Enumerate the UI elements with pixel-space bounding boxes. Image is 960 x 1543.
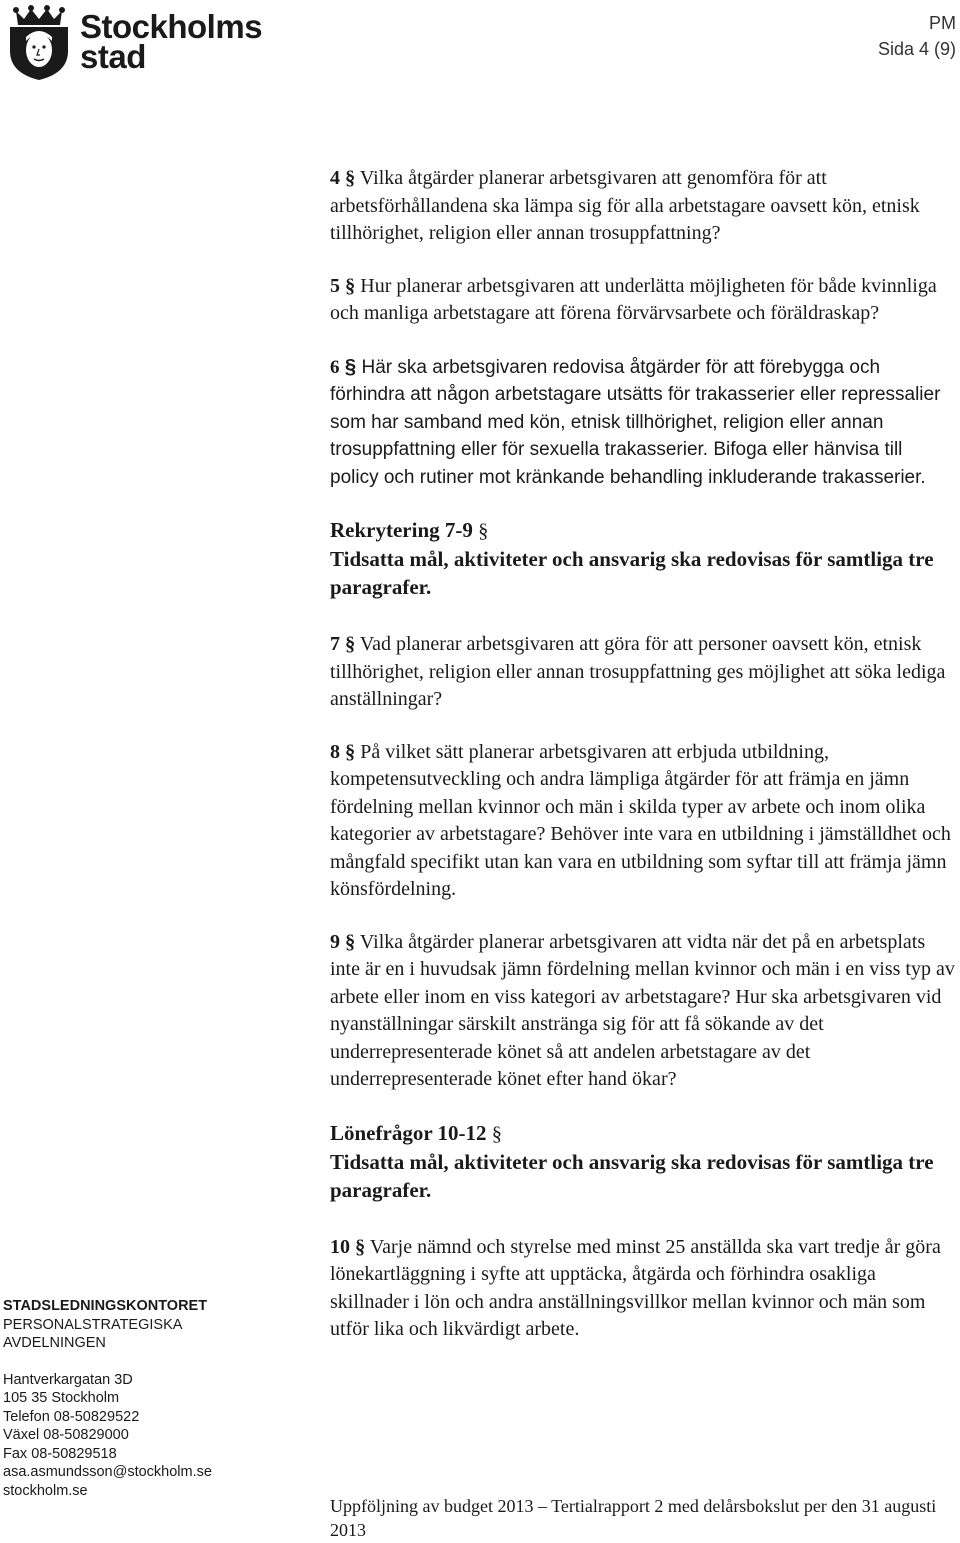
paragraph-number: 6 [330,356,340,378]
heading-subtitle: Tidsatta mål, aktiviteter och ansvarig ska redovisas för samtliga tre paragrafer. [330,1149,934,1202]
phone-number: Telefon 08-50829522 [3,1408,140,1425]
paragraph-9 [330,929,955,1094]
street-address: Hantverkargatan 3D [3,1371,133,1388]
paragraph-number: 10 [330,1235,350,1258]
page-footer [330,1494,955,1542]
section-sign: § [345,274,356,297]
page-header [878,10,956,62]
paragraph-text: Hur planerar arbetsgivaren att underlätta möjligheten för både kvinnliga och manliga arbetstagare att förena förvärvsarbete och föräldraskap? [330,274,937,324]
paragraph-6 [330,353,955,492]
document-type: PM [929,13,956,33]
department-line2: AVDELNINGEN [3,1335,106,1351]
page-number: Sida 4 (9) [877,39,956,59]
paragraph-text: Vilka åtgärder planerar arbetsgivaren att genomföra för att arbetsförhållandena ska lämpa sig för alla arbetstagare oavsett kön, etnisk tillhörighet, religion eller annan trosuppfattning? [330,167,920,244]
paragraph-text: Vilka åtgärder planerar arbetsgivaren att vidta när det på en arbetsplats inte är en i huvudsak jämn fördelning mellan kvinnor och män i en viss typ av arbete eller inom en viss kategori av arbetstagare? Hur ska arbetsgivaren vid nyanställningar särskilt anstränga sig för att få sökande av det underrepresenterade könet så att andelen arbetstagare av det underrepresenterade könet efter hand ökar? [330,930,955,1090]
paragraph-text: Här ska arbetsgivaren redovisa åtgärder för att förebygga och förhindra att någon arbetstagare utsätts för trakasserier eller repressalier som har samband med kön, etnisk tillhörighet, religion eller annan trosuppfattning eller för sexuella trakasserier. Bifoga eller hänvisa till policy och rutiner mot kränkande behandling inkluderande trakasserier. [330,356,941,488]
paragraph-number: 7 [330,633,340,655]
heading-title: Rekrytering 7-9 [330,518,473,542]
footer-text: Uppföljning av budget 2013 – Tertialrapport 2 med delårsbokslut per den 31 augusti 2013 [330,1496,937,1540]
switchboard-number: Växel 08-50829000 [3,1427,129,1443]
section-sign: § [355,1235,366,1258]
paragraph-8 [330,739,955,904]
department-line1: PERSONALSTRATEGISKA [3,1316,183,1333]
section-sign: § [345,930,356,953]
document-body [330,165,955,1369]
paragraph-5 [330,273,955,328]
stockholm-logo [4,2,262,82]
paragraph-10 [330,1234,955,1344]
paragraph-text: Varje nämnd och styrelse med minst 25 anställda ska vart tredje år göra lönekartläggning i syfte att upptäcka, åtgärda och förhindra osakliga skillnader i lön och andra anställningsvillkor mellan kvinnor och män som utför lika och likvärdigt arbete. [330,1235,941,1340]
website: stockholm.se [3,1482,88,1499]
organization-name: STADSLEDNINGSKONTORET [3,1298,208,1314]
paragraph-7 [330,631,955,714]
paragraph-text: På vilket sätt planerar arbetsgivaren att erbjuda utbildning, kompetensutveckling och andra lämpliga åtgärder för att främja en jämn fördelning mellan kvinnor och män i skilda typer av arbete och inom olika kategorier av arbetstagare? Behöver inte vara en utbildning i jämställdhet och mångfald specifikt utan kan vara en utbildning som syftar till att främja jämn könsfördelning. [330,740,951,900]
paragraph-4 [330,165,955,248]
paragraph-text: Vad planerar arbetsgivaren att göra för att personer oavsett kön, etnisk tillhörighet, religion eller annan trosuppfattning ges möjlighet att söka lediga anställningar? [330,633,946,710]
postal-address: 105 35 Stockholm [3,1390,120,1406]
section-sign: § [345,167,356,189]
logo-text-line2: stad [80,38,146,75]
paragraph-number: 9 [330,930,340,953]
section-heading-rekrytering [330,516,955,601]
email-address: asa.asmundsson@stockholm.se [3,1464,212,1480]
section-sign: § [345,633,356,655]
section-heading-lonefragor [330,1119,955,1204]
heading-title: Lönefrågor 10-12 [330,1120,487,1145]
section-sign: § [491,1122,503,1145]
fax-number: Fax 08-50829518 [3,1445,117,1462]
section-sign: § [344,354,357,378]
paragraph-number: 5 [330,274,340,297]
section-sign: § [478,520,489,542]
crown-shield-icon [4,3,74,81]
heading-subtitle: Tidsatta mål, aktiviteter och ansvarig ska redovisas för samtliga tre paragrafer. [330,547,934,599]
paragraph-number: 8 [330,740,340,763]
section-sign: § [345,740,356,763]
contact-sidebar [3,1297,303,1500]
logo-text-line1: Stockholms [80,8,263,45]
paragraph-number: 4 [330,167,340,189]
